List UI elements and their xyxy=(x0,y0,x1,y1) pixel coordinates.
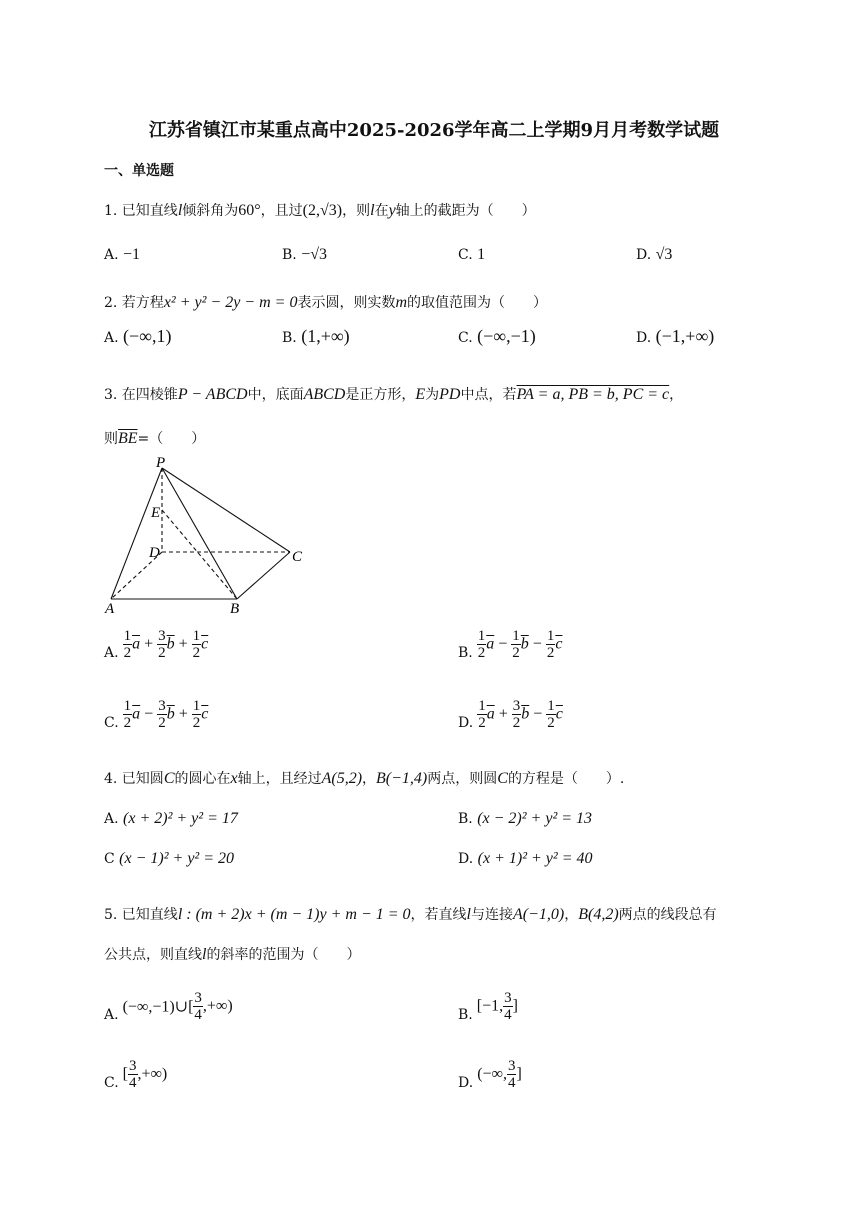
vector: $\overline{c}$ xyxy=(201,635,209,653)
interval-open: (−∞, xyxy=(477,1065,507,1083)
interval-open: [−1, xyxy=(476,997,504,1015)
q3-be: $\overline{BE}$ xyxy=(118,430,138,447)
option-value: (−1,+∞) xyxy=(655,326,715,346)
vector: $\overline{b}$ xyxy=(520,635,529,653)
fraction-numerator: 3 xyxy=(158,698,166,714)
option-label: A. xyxy=(104,645,119,661)
option-label: A. xyxy=(104,247,119,263)
question-1-stem xyxy=(104,200,536,220)
fraction xyxy=(157,698,167,731)
fraction-numerator: 1 xyxy=(123,698,132,714)
section-heading: 一、单选题 xyxy=(104,163,174,179)
fraction-numerator: 1 xyxy=(546,628,555,644)
q3-text: 为 xyxy=(425,387,440,403)
label-d: D xyxy=(149,545,160,561)
interval-open: [ xyxy=(122,1065,128,1083)
q1-text: ，则 xyxy=(342,203,371,219)
q5-text: ， xyxy=(564,907,579,923)
operator: − xyxy=(529,705,547,723)
q3-seg: PD xyxy=(439,386,461,403)
q3-text: 则 xyxy=(104,431,118,447)
question-5-stem-line2 xyxy=(104,944,360,964)
q3-text: 中，底面 xyxy=(247,387,304,403)
q5-var: l xyxy=(202,946,207,963)
option-label: A. xyxy=(104,811,119,827)
option-label: C. xyxy=(458,330,473,346)
q1-var: l xyxy=(177,202,183,219)
q3-text: 是正方形， xyxy=(345,387,416,403)
fraction-denominator: 4 xyxy=(504,1007,512,1023)
q2-equation: x² + y² − 2y − m = 0 xyxy=(163,294,298,311)
q4-text: ， xyxy=(362,771,377,787)
q1-point: (2,√3) xyxy=(302,202,343,219)
q5-text: 的斜率的范围为（ ） xyxy=(206,947,361,963)
q2-option-a[interactable] xyxy=(104,326,172,347)
option-value: (x + 1)² + y² = 40 xyxy=(477,850,593,867)
operator: + xyxy=(174,635,192,653)
edge-pa xyxy=(111,468,162,599)
vector: $\overline{b}$ xyxy=(521,705,530,723)
q2-text: 2. 若方程 xyxy=(104,295,164,311)
q3-pyramid: P − ABCD xyxy=(177,386,248,403)
interval-open: (−∞,−1)∪[ xyxy=(122,998,194,1016)
fraction-numerator: 1 xyxy=(477,628,486,644)
q5-option-d[interactable] xyxy=(458,1058,522,1091)
vector: $\overline{b}$ xyxy=(166,705,175,723)
option-label: D. xyxy=(458,715,474,731)
interval-close: ] xyxy=(516,1065,522,1083)
fraction-denominator: 2 xyxy=(158,645,166,661)
edge-eb xyxy=(162,510,237,599)
q2-option-c[interactable] xyxy=(458,326,536,347)
q4-option-d[interactable] xyxy=(458,850,592,868)
option-label: A. xyxy=(104,330,119,346)
q1-text: 1. 已知直线 xyxy=(104,203,178,219)
q4-text: 轴上，且经过 xyxy=(237,771,322,787)
vector: $\overline{c}$ xyxy=(201,705,209,723)
fraction xyxy=(546,628,556,661)
q5-line-equation: l : (m + 2)x + (m − 1)y + m − 1 = 0 xyxy=(177,906,411,923)
q4-text: 的圆心在 xyxy=(174,771,231,787)
fraction-denominator: 4 xyxy=(194,1007,202,1023)
option-label: C xyxy=(104,851,115,867)
fraction xyxy=(123,628,133,661)
fraction-numerator: 1 xyxy=(512,628,520,644)
vector: $\overline{c}$ xyxy=(555,635,563,653)
q3-text: ， xyxy=(669,387,684,403)
fraction-denominator: 2 xyxy=(477,645,486,661)
q4-text: 的方程是（ ）. xyxy=(507,771,625,787)
option-value: (x − 2)² + y² = 13 xyxy=(477,810,593,827)
q3-var: E xyxy=(415,386,426,403)
q1-option-c[interactable] xyxy=(458,246,485,264)
operator: + xyxy=(494,705,512,723)
q5-text: 两点的线段总有 xyxy=(618,907,717,923)
q1-text: 在 xyxy=(374,203,389,219)
q2-text: 的取值范围为（ ） xyxy=(407,295,548,311)
edge-pb xyxy=(162,468,237,599)
option-value: (x + 2)² + y² = 17 xyxy=(123,810,238,827)
edge-bc xyxy=(237,552,290,599)
q5-point: B(4,2) xyxy=(578,906,619,923)
q1-option-d[interactable] xyxy=(636,246,672,264)
fraction xyxy=(193,990,203,1023)
fraction-denominator: 2 xyxy=(512,715,521,731)
fraction xyxy=(546,698,556,731)
option-value: 1 xyxy=(477,246,486,263)
label-b: B xyxy=(230,601,240,617)
fraction-denominator: 2 xyxy=(546,645,555,661)
option-value: (x − 1)² + y² = 20 xyxy=(119,850,235,867)
q5-text: 与连接 xyxy=(471,907,513,923)
operator: + xyxy=(174,705,192,723)
q1-option-b[interactable] xyxy=(282,246,327,264)
label-p: P xyxy=(156,455,166,471)
option-value: −1 xyxy=(123,246,141,263)
q4-var: x xyxy=(230,770,238,787)
vector: $\overline{a}$ xyxy=(132,705,141,723)
q3-option-d[interactable] xyxy=(458,698,563,731)
fraction-numerator: 3 xyxy=(504,990,512,1006)
fraction-numerator: 3 xyxy=(158,628,166,644)
fraction-numerator: 1 xyxy=(192,628,201,644)
fraction-denominator: 4 xyxy=(507,1075,516,1091)
fraction-denominator: 4 xyxy=(129,1075,137,1091)
q4-option-c[interactable] xyxy=(104,850,234,868)
q2-option-d[interactable] xyxy=(636,326,714,347)
operator: − xyxy=(494,635,512,653)
q3-base: ABCD xyxy=(303,386,346,403)
q5-option-c[interactable] xyxy=(104,1058,167,1091)
q4-text: 4. 已知圆 xyxy=(104,771,164,787)
vector: $\overline{c}$ xyxy=(555,705,563,723)
fraction-denominator: 2 xyxy=(192,715,201,731)
q2-option-b[interactable] xyxy=(282,326,350,347)
edge-pc xyxy=(162,468,290,552)
option-value: −√3 xyxy=(301,246,328,263)
option-label: B. xyxy=(282,247,297,263)
option-label: B. xyxy=(282,330,297,346)
option-label: C. xyxy=(104,1075,119,1091)
interval-close: ,+∞) xyxy=(137,1065,168,1083)
q3-option-c[interactable] xyxy=(104,698,208,731)
fraction xyxy=(512,698,522,731)
q4-point: B(−1,4) xyxy=(376,770,428,787)
fraction xyxy=(192,628,202,661)
fraction xyxy=(477,628,487,661)
operator: − xyxy=(140,705,158,723)
fraction xyxy=(503,990,513,1023)
q5-text: 公共点，则直线 xyxy=(104,947,202,963)
q3-text: =（ ） xyxy=(137,431,206,447)
fraction-denominator: 2 xyxy=(192,645,201,661)
operator: + xyxy=(140,635,158,653)
q1-text: 倾斜角为 xyxy=(182,203,239,219)
interval-close: ,+∞) xyxy=(202,997,233,1015)
option-label: A. xyxy=(104,1007,119,1023)
q2-var: m xyxy=(395,294,408,311)
q5-option-a[interactable] xyxy=(104,990,233,1023)
fraction-denominator: 2 xyxy=(123,645,132,661)
fraction-numerator: 3 xyxy=(194,990,202,1006)
pyramid-figure xyxy=(100,455,320,620)
q5-option-b[interactable] xyxy=(458,990,518,1023)
vector: $\overline{a}$ xyxy=(132,635,141,653)
option-value: (−∞,−1) xyxy=(477,326,536,346)
fraction-numerator: 1 xyxy=(192,698,201,714)
question-4-stem xyxy=(104,768,624,788)
interval-close: ] xyxy=(512,997,518,1015)
fraction-numerator: 1 xyxy=(478,698,486,714)
label-a: A xyxy=(105,601,115,617)
fraction-numerator: 3 xyxy=(512,698,521,714)
option-label: C. xyxy=(458,247,473,263)
fraction xyxy=(477,698,487,731)
fraction-denominator: 2 xyxy=(512,645,520,661)
option-label: D. xyxy=(636,330,652,346)
fraction xyxy=(123,698,133,731)
operator: − xyxy=(528,635,546,653)
q1-var: l xyxy=(370,202,375,219)
fraction-denominator: 2 xyxy=(123,715,132,731)
option-label: B. xyxy=(458,1007,473,1023)
fraction xyxy=(128,1058,138,1091)
q1-option-a[interactable] xyxy=(104,246,140,264)
q3-text: 3. 在四棱锥 xyxy=(104,387,178,403)
fraction xyxy=(192,698,202,731)
option-value: (−∞,1) xyxy=(123,326,172,346)
page-title: 江苏省镇江市某重点高中2025-2026学年高二上学期9月月考数学试题 xyxy=(148,120,720,141)
q4-option-a[interactable] xyxy=(104,810,238,828)
fraction-denominator: 2 xyxy=(478,715,486,731)
q4-text: 两点，则圆 xyxy=(427,771,498,787)
fraction xyxy=(157,628,167,661)
fraction-numerator: 3 xyxy=(507,1058,516,1074)
fraction-denominator: 2 xyxy=(547,715,555,731)
option-label: C. xyxy=(104,715,119,731)
q2-text: 表示圆，则实数 xyxy=(297,295,396,311)
vector: $\overline{b}$ xyxy=(166,635,175,653)
fraction-numerator: 1 xyxy=(547,698,555,714)
option-label: D. xyxy=(636,247,652,263)
q4-point: A(5,2) xyxy=(321,770,363,787)
question-3-stem xyxy=(104,384,683,404)
q3-vectors: PA = a, PB = b, PC = c xyxy=(516,386,670,403)
question-3-stem-line2 xyxy=(104,428,205,448)
label-e: E xyxy=(151,505,161,521)
q5-point: A(−1,0) xyxy=(513,906,565,923)
q4-var: C xyxy=(497,770,508,787)
q5-text: 5. 已知直线 xyxy=(104,907,178,923)
fraction-denominator: 2 xyxy=(158,715,166,731)
q5-var: l xyxy=(466,906,471,923)
option-label: D. xyxy=(458,1075,474,1091)
q5-text: ，若直线 xyxy=(410,907,467,923)
fraction-numerator: 1 xyxy=(123,628,132,644)
option-value: √3 xyxy=(655,246,673,263)
q1-angle: 60° xyxy=(238,202,261,219)
q1-text: 轴上的截距为（ ） xyxy=(395,203,536,219)
q3-option-b[interactable] xyxy=(458,628,562,661)
q1-var: y xyxy=(388,202,396,219)
option-label: B. xyxy=(458,811,473,827)
label-c: C xyxy=(292,549,303,565)
q4-var: C xyxy=(163,770,175,787)
q1-text: ，且过 xyxy=(260,203,303,219)
fraction xyxy=(511,628,521,661)
q4-option-b[interactable] xyxy=(458,810,592,828)
option-label: B. xyxy=(458,645,473,661)
question-5-stem xyxy=(104,904,717,924)
vector: $\overline{a}$ xyxy=(486,705,495,723)
vector: $\overline{a}$ xyxy=(486,635,495,653)
q3-option-a[interactable] xyxy=(104,628,208,661)
question-2-stem xyxy=(104,292,547,312)
option-label: D. xyxy=(458,851,474,867)
q3-text: 中点，若 xyxy=(460,387,517,403)
option-value: (1,+∞) xyxy=(301,326,350,346)
fraction-numerator: 3 xyxy=(129,1058,137,1074)
